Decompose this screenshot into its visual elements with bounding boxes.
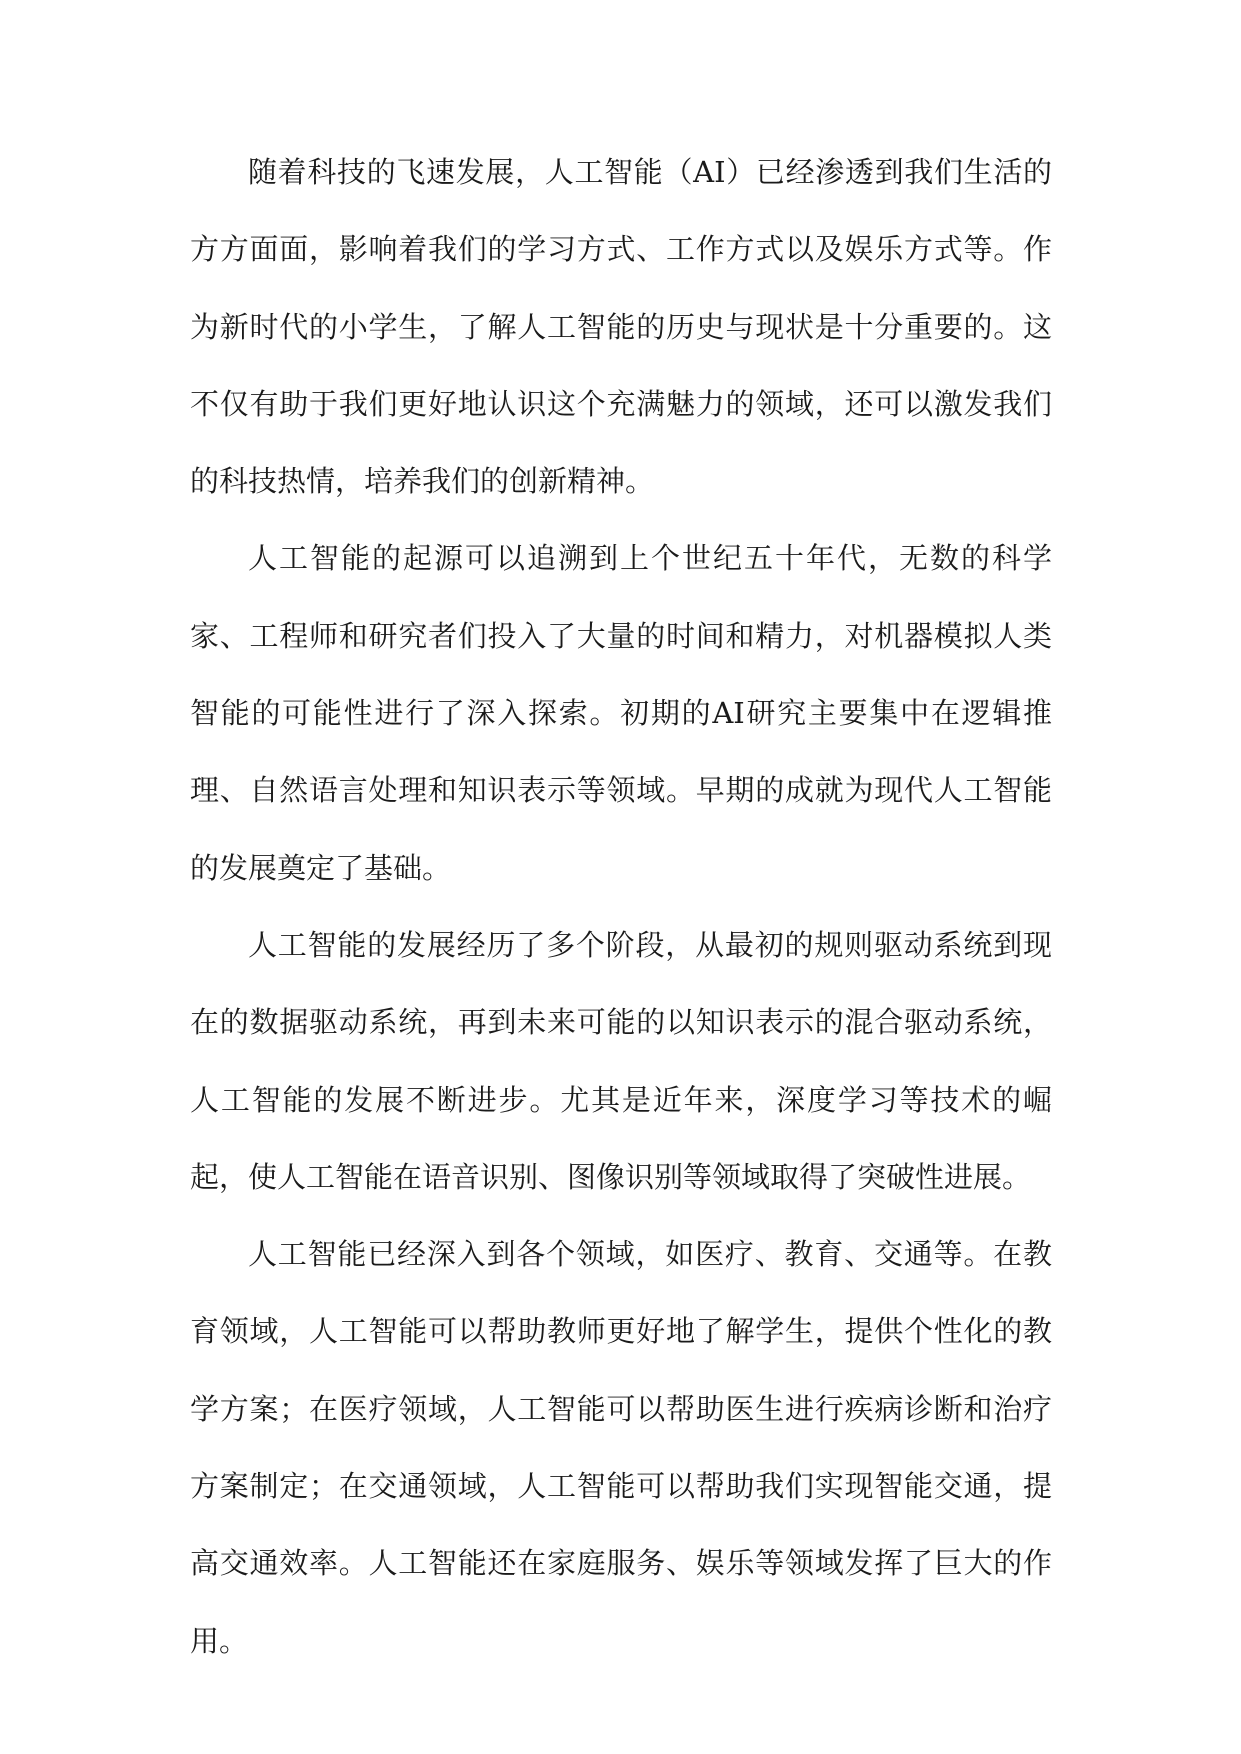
paragraph-applications: 人工智能已经深入到各个领域，如医疗、教育、交通等。在教育领域，人工智能可以帮助教师更好地了解学生，提供个性化的教学方案；在医疗领域，人工智能可以帮助医生进行疾病诊断和治疗方案制定；在交通领域，人工智能可以帮助我们实现智能交通，提高交通效率。人工智能还在家庭服务、娱乐等领域发挥了巨大的作用。 (190, 1237, 1052, 1658)
paragraph-intro: 随着科技的飞速发展，人工智能（AI）已经渗透到我们生活的方方面面，影响着我们的学习方式、工作方式以及娱乐方式等。作为新时代的小学生，了解人工智能的历史与现状是十分重要的。这不仅有助于我们更好地认识这个充满魅力的领域，还可以激发我们的科技热情，培养我们的创新精神。 (190, 155, 1052, 499)
document-body (190, 134, 1052, 1680)
paragraph-origin: 人工智能的起源可以追溯到上个世纪五十年代，无数的科学家、工程师和研究者们投入了大量的时间和精力，对机器模拟人类智能的可能性进行了深入探索。初期的AI研究主要集中在逻辑推理、自然语言处理和知识表示等领域。早期的成就为现代人工智能的发展奠定了基础。 (190, 541, 1052, 885)
paragraph-development: 人工智能的发展经历了多个阶段，从最初的规则驱动系统到现在的数据驱动系统，再到未来可能的以知识表示的混合驱动系统，人工智能的发展不断进步。尤其是近年来，深度学习等技术的崛起，使人工智能在语音识别、图像识别等领域取得了突破性进展。 (190, 927, 1052, 1194)
